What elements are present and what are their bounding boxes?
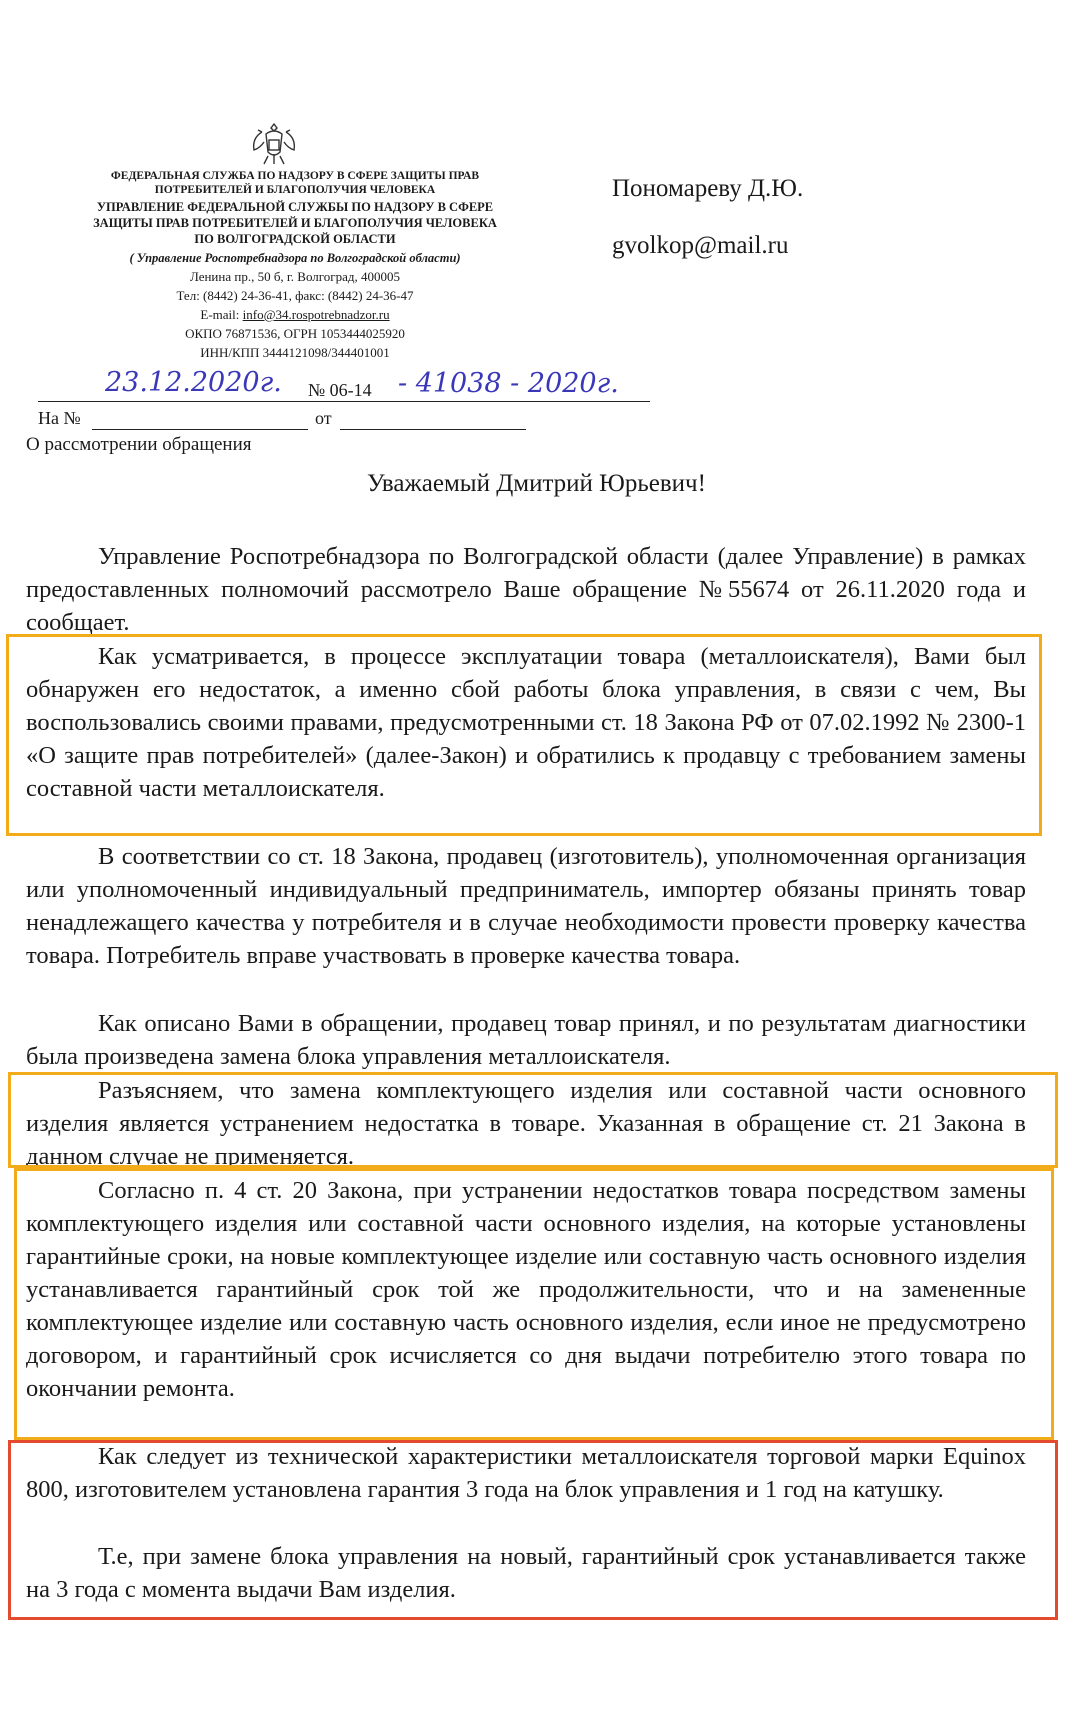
- handwritten-number: - 41038 - 2020г.: [398, 368, 619, 399]
- handwritten-date: 23.12.2020г.: [105, 367, 282, 398]
- paragraph-equinox-warranty: Как следует из технической характеристики металлоискателя торговой марки Equinox 800, изготовителем установлена гарантия 3 года на блок управления и 1 год на катушку.: [26, 1443, 1026, 1503]
- paragraph-intro: Управление Роспотребнадзора по Волгоградской области (далее Управление) в рамках предоставленных полномочий рассмотрело Ваше обращение №55674 от 26.11.2020 года и сообщает.: [26, 543, 1026, 636]
- federal-service-line2: ПОТРЕБИТЕЛЕЙ И БЛАГОПОЛУЧИЯ ЧЕЛОВЕКА: [154, 184, 436, 196]
- paragraph-article-20: Согласно п. 4 ст. 20 Закона, при устранении недостатков товара посредством замены комплектующего изделия или составной части основного изделия, на которые установлены гарантийные сроки, на новые комплектующее изделие или составную часть основного изделия устанавливается гарантийный срок той же продолжительности, что и на замененные комплектующее изделие или составную часть основного изделия, если иное не предусмотрено договором, и гарантийный срок исчисляется со дня выдачи потребителю этого товара по окончании ремонта.: [26, 1177, 1026, 1402]
- department-line1: УПРАВЛЕНИЕ ФЕДЕРАЛЬНОЙ СЛУЖБЫ ПО НАДЗОРУ В СФЕРЕ: [96, 200, 494, 214]
- from-label: от: [315, 408, 332, 428]
- date-underline: [38, 401, 300, 402]
- addressee-name: Пономареву Д.Ю.: [612, 175, 804, 202]
- russian-emblem-icon: [248, 118, 300, 170]
- sender-email-line: [40, 307, 550, 323]
- reply-to-label: На №: [38, 408, 81, 428]
- department-short-name: ( Управление Роспотребнадзора по Волгоградской области): [129, 251, 461, 265]
- department-line2: ЗАЩИТЫ ПРАВ ПОТРЕБИТЕЛЕЙ И БЛАГОПОЛУЧИЯ ЧЕЛОВЕКА: [93, 216, 497, 230]
- number-underline: [300, 401, 650, 402]
- reply-to-underline: [92, 429, 308, 430]
- paragraph-article-18: В соответствии со ст. 18 Закона, продавец (изготовитель), уполномоченная организация или уполномоченный индивидуальный предприниматель, импортер обязаны принять товар ненадлежащего качества у потребителя и в случае необходимости провести проверку качества товара. Потребитель вправе участвовать в проверке качества товара.: [26, 843, 1026, 969]
- paragraph-diagnostics: Как описано Вами в обращении, продавец товар принял, и по результатам диагностики была произведена замена блока управления металлоискателя.: [26, 1010, 1026, 1070]
- sender-inn: ИНН/КПП 3444121098/344401001: [200, 345, 390, 360]
- sender-email-link[interactable]: info@34.rospotrebnadzor.ru: [242, 307, 390, 322]
- letter-subject: О рассмотрении обращения: [26, 434, 252, 455]
- paragraph-clarification: Разъясняем, что замена комплектующего изделия или составной части основного изделия является устранением недостатка в товаре. Указанная в обращение ст. 21 Закона в данном случае не применяется.: [26, 1077, 1026, 1170]
- addressee-email: gvolkop@mail.ru: [612, 232, 789, 259]
- highlight-box-warranty: [8, 1440, 1058, 1620]
- paragraph-conclusion: Т.е, при замене блока управления на новый, гарантийный срок устанавливается также на 3 года с момента выдачи Вам изделия.: [26, 1543, 1026, 1603]
- highlight-box-article-20: [14, 1168, 1054, 1440]
- highlight-box-defect: [6, 634, 1042, 836]
- from-underline: [340, 429, 526, 430]
- highlight-box-clarification: [8, 1072, 1058, 1168]
- sender-okpo: ОКПО 76871536, ОГРН 1053444025920: [185, 326, 405, 341]
- salutation: Уважаемый Дмитрий Юрьевич!: [367, 470, 706, 497]
- federal-service-line1: ФЕДЕРАЛЬНАЯ СЛУЖБА ПО НАДЗОРУ В СФЕРЕ ЗАЩИТЫ ПРАВ: [110, 170, 480, 182]
- registration-number-prefix: № 06-14: [308, 380, 372, 400]
- department-line3: ПО ВОЛГОГРАДСКОЙ ОБЛАСТИ: [194, 232, 396, 246]
- sender-email-label: E-mail:: [200, 307, 243, 322]
- paragraph-defect: Как усматривается, в процессе эксплуатации товара (металлоискателя), Вами был обнаружен его недостаток, а именно сбой работы блока управления, в связи с чем, Вы воспользовались своими правами, предусмотренными ст. 18 Закона РФ от 07.02.1992 № 2300-1 «О защите прав потребителей» (далее-Закон) и обратились к продавцу с требованием замены составной части металлоискателя.: [26, 643, 1026, 802]
- sender-address: Ленина пр., 50 б, г. Волгоград, 400005: [189, 269, 401, 284]
- sender-phones: Тел: (8442) 24-36-41, факс: (8442) 24-36-47: [176, 288, 414, 303]
